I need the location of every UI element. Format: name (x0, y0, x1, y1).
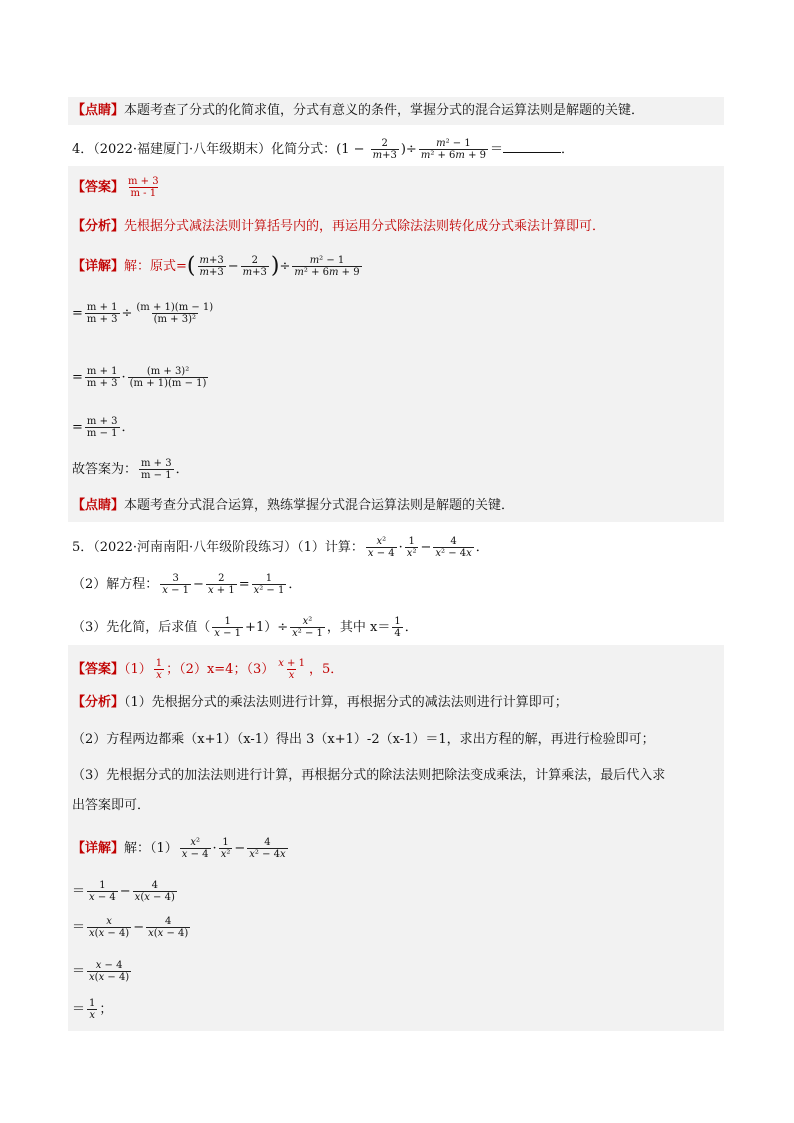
q5-question-1: 5．（2022·河南南阳·八年级阶段练习）（1）计算： $\frac{\text{x²}}{x - 4}$ · $\frac{1}{\text{x²}}$ − $\frac{4}{\text{x² − 4x}}$ ． (72, 536, 489, 559)
q5-fenxi-3a: （3）先根据分式的加法法则进行计算，再根据分式的除法法则把除法变成乘法，计算乘法，最后代入求 (72, 768, 666, 783)
q4-answer-num: m + 3 (128, 176, 159, 187)
q4-prefix: 4．（2022·福建厦门·八年级期末）化简分式： (72, 142, 337, 157)
q4-answer (72, 176, 163, 199)
q4-step3: = $\frac{m + 3}{m - 1}$ ． (72, 416, 135, 439)
xiangjie-tag: 【详解】 (72, 259, 125, 274)
q4-xiangjie: 【详解】解：原式=( $\frac{m+3}{m+3}$ − $\frac{2}{m+3}$ )÷ $\frac{\text{m² − 1}}{\text{m² + 6m + 9}}$ (72, 253, 360, 279)
q4-final: 故答案为： $\frac{m + 3}{m - 1}$ ． (72, 458, 189, 481)
dianjing-tag-2: 【点睛】 (72, 498, 125, 513)
q5-fenxi-line-1 (72, 694, 568, 712)
daan-tag-2: 【答案】 (72, 662, 125, 677)
q5-step1: ＝ $\frac{1}{x - 4}$ − $\frac{4}{x(x - 4)}$ (72, 880, 175, 903)
q3-dianjing-text: 本题考查了分式的化简求值，分式有意义的条件，掌握分式的混合运算法则是解题的关键． (124, 103, 645, 118)
q5-prefix: 5．（2022·河南南阳·八年级阶段练习）（1）计算： (72, 540, 364, 555)
q4-fenxi (72, 218, 605, 236)
q5-fenxi-line-3 (72, 767, 665, 785)
q4-final-num: m + 3 (141, 458, 172, 469)
q4-step1: = $\frac{m + 1}{m + 3}$ ÷ $\frac{(m + 1)(m - 1)}{\text{(m + 3)²}}$ (72, 302, 214, 325)
q4-step1-a-den: m + 3 (86, 314, 118, 325)
q5-answer-p3-end: ，5． (308, 662, 344, 677)
q4-xiangjie-start: 解：原式= (124, 259, 187, 274)
q4-frac-main: $\frac{\text{m² − 1}}{\text{m² + 6m + 9}}$ (420, 138, 487, 161)
q4-step1-b-den: (m + 3)² (153, 314, 196, 325)
q5-part3-where: ，其中 x＝ (326, 620, 391, 635)
q4-question: 4．（2022·福建厦门·八年级期末）化简分式：(1 − $\frac{2}{m+3}$ )÷ $\frac{\text{m² − 1}}{\text{m² + 6m + 9}}$ ＝ ． (72, 138, 575, 161)
q4-step2: = $\frac{m + 1}{m + 3}$ · $\frac{\text{(m + 3)²}}{(m + 1)(m - 1)}$ (72, 366, 207, 389)
q4-frac-2-over: $\frac{2}{m+3}$ (372, 138, 397, 161)
q5-step3: ＝ $\frac{x - 4}{x(x - 4)}$ (72, 960, 130, 983)
dianjing-tag: 【点睛】 (72, 103, 125, 118)
q5-fenxi-1: （1）先根据分式的乘法法则进行计算，再根据分式的减法法则进行计算即可； (124, 695, 568, 710)
q4-step2-b-den: (m + 1)(m − 1) (129, 378, 207, 389)
q5-fenxi-2: （2）方程两边都乘（x+1）（x-1）得出 3（x+1）-2（x-1）＝1，求出方程的解，再进行检验即可； (72, 732, 655, 747)
q5-answer-p1: （1） (124, 662, 152, 677)
q5-xiangjie-start: 解：（1） (124, 841, 178, 856)
q4-step1-a-num: m + 1 (86, 302, 118, 313)
q5-question-2: （2）解方程： $\frac{3}{x - 1}$ − $\frac{2}{x + 1}$ = $\frac{1}{\text{x² − 1}}$ ． (72, 573, 302, 596)
xiangjie-tag-2: 【详解】 (72, 841, 125, 856)
q4-dianjing (72, 497, 514, 515)
q4-fenxi-text: 先根据分式减法法则计算括号内的，再运用分式除法法则转化成分式乘法计算即可． (124, 219, 606, 234)
q5-answer-p2: ；（2）x=4；（3） (166, 662, 275, 677)
daan-tag: 【答案】 (72, 180, 125, 195)
fenxi-tag: 【分析】 (72, 219, 125, 234)
q4-dianjing-text: 本题考查分式混合运算，熟练掌握分式混合运算法则是解题的关键． (124, 498, 515, 513)
q5-fenxi-line-2 (72, 731, 655, 749)
fenxi-tag-2: 【分析】 (72, 695, 125, 710)
answer-blank (503, 140, 561, 153)
q4-step1-b-num: (m + 1)(m − 1) (136, 302, 214, 313)
q3-dianjing (72, 102, 644, 120)
q4-final-label: 故答案为： (72, 462, 138, 477)
q5-part3-label: （3）先化简，后求值 (72, 620, 198, 635)
q4-step2-b-num: (m + 3)² (146, 366, 190, 377)
q5-question-3: （3）先化简，后求值（ $\frac{1}{x - 1}$ +1）÷ $\frac{\text{x²}}{\text{x² − 1}}$ ，其中 x＝ $\frac{1}{4}$ ． (72, 616, 418, 639)
q4-final-den: m − 1 (141, 470, 172, 481)
q4-step2-a-num: m + 1 (86, 366, 118, 377)
q5-step4: ＝ $\frac{1}{x}$ ； (72, 998, 113, 1021)
q4-step2-a-den: m + 3 (86, 378, 118, 389)
q4-answer-den: m - 1 (130, 188, 157, 199)
q5-xiangjie: 【详解】解：（1） $\frac{\text{x²}}{x - 4}$ · $\frac{1}{\text{x²}}$ − $\frac{4}{\text{x² − 4x}}$ (72, 837, 286, 860)
q5-step2: ＝ $\frac{x}{x(x - 4)}$ − $\frac{4}{x(x - 4)}$ (72, 916, 189, 939)
q5-fenxi-line-4 (72, 797, 150, 815)
q4-step3-num: m + 3 (86, 416, 118, 427)
q5-answer: 【答案】（1） $\frac{1}{x}$ ；（2）x=4；（3） $\frac{x + 1}{x}$ ，5． (72, 658, 344, 681)
q4-answer-frac (126, 176, 161, 199)
q5-fenxi-3b: 出答案即可． (72, 798, 151, 813)
q5-part2-label: （2）解方程： (72, 577, 159, 592)
q4-step3-den: m − 1 (86, 428, 118, 439)
